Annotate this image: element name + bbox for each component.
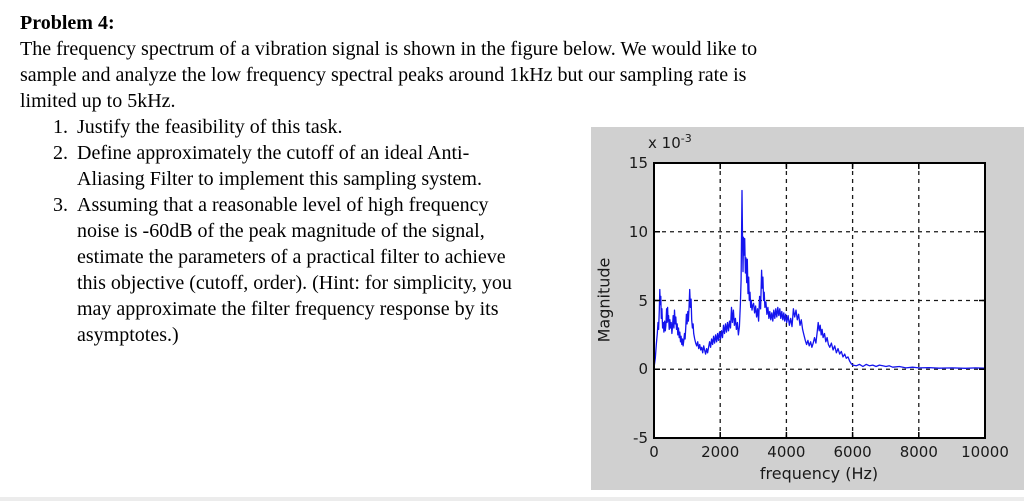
- item-number: 2.: [53, 142, 68, 164]
- x-tick-label: 4000: [767, 443, 806, 461]
- bottom-divider: [0, 497, 1024, 501]
- y-tick-label: 10: [628, 222, 648, 241]
- intro-line: The frequency spectrum of a vibration signal is shown in the figure below. We would like to: [20, 38, 758, 60]
- item-line: estimate the parameters of a practical filter to achieve: [77, 246, 506, 268]
- problem-list: [20, 114, 580, 348]
- y-tick-label: 0: [638, 360, 648, 379]
- x-tick-label: 2000: [701, 443, 740, 461]
- item-line: asymptotes.): [77, 324, 179, 346]
- list-item-row: [20, 218, 580, 244]
- problem-title: Problem 4:: [20, 12, 115, 34]
- item-line: Justify the feasibility of this task.: [77, 116, 343, 138]
- intro-line: sample and analyze the low frequency spectral peaks around 1kHz but our sampling rate is: [20, 64, 747, 86]
- intro-line: limited up to 5kHz.: [20, 90, 176, 112]
- item-number: [53, 244, 77, 270]
- x-tick-label: 0: [649, 443, 659, 461]
- y-tick-label: 5: [638, 291, 648, 310]
- list-item-row: [20, 192, 580, 218]
- list-item-row: [20, 322, 580, 348]
- x-tick-label: 6000: [833, 443, 872, 461]
- chart-svg: [591, 127, 1024, 490]
- spectrum-figure: [591, 127, 1024, 490]
- y-tick-label: -5: [633, 429, 648, 447]
- x-axis-label: frequency (Hz): [759, 464, 879, 483]
- y-axis-label: Magnitude: [594, 257, 614, 343]
- item-number: [53, 322, 77, 348]
- item-line: noise is -60dB of the peak magnitude of the signal,: [77, 220, 485, 242]
- item-number: [53, 218, 77, 244]
- item-number: 1.: [53, 116, 68, 138]
- item-line: this objective (cutoff, order). (Hint: for simplicity, you: [77, 272, 512, 294]
- list-item-row: [20, 166, 580, 192]
- item-line: Define approximately the cutoff of an ideal Anti-: [77, 142, 470, 164]
- item-number: [53, 166, 77, 192]
- item-number: [53, 270, 77, 296]
- x-tick-label: 10000: [961, 443, 1009, 461]
- list-item-row: [20, 140, 580, 166]
- list-item-row: [20, 296, 580, 322]
- list-item-row: [20, 244, 580, 270]
- list-item-row: [20, 114, 580, 140]
- item-line: may approximate the filter frequency response by its: [77, 298, 499, 320]
- y-exponent-label: x $10^{-3}$: [648, 132, 692, 152]
- item-line: Aliasing Filter to implement this sampling system.: [77, 168, 482, 190]
- item-number: [53, 296, 77, 322]
- y-tick-label: 15: [628, 154, 648, 172]
- list-item-row: [20, 270, 580, 296]
- item-number: 3.: [53, 194, 68, 216]
- item-line: Assuming that a reasonable level of high frequency: [77, 194, 489, 216]
- x-tick-label: 8000: [899, 443, 938, 461]
